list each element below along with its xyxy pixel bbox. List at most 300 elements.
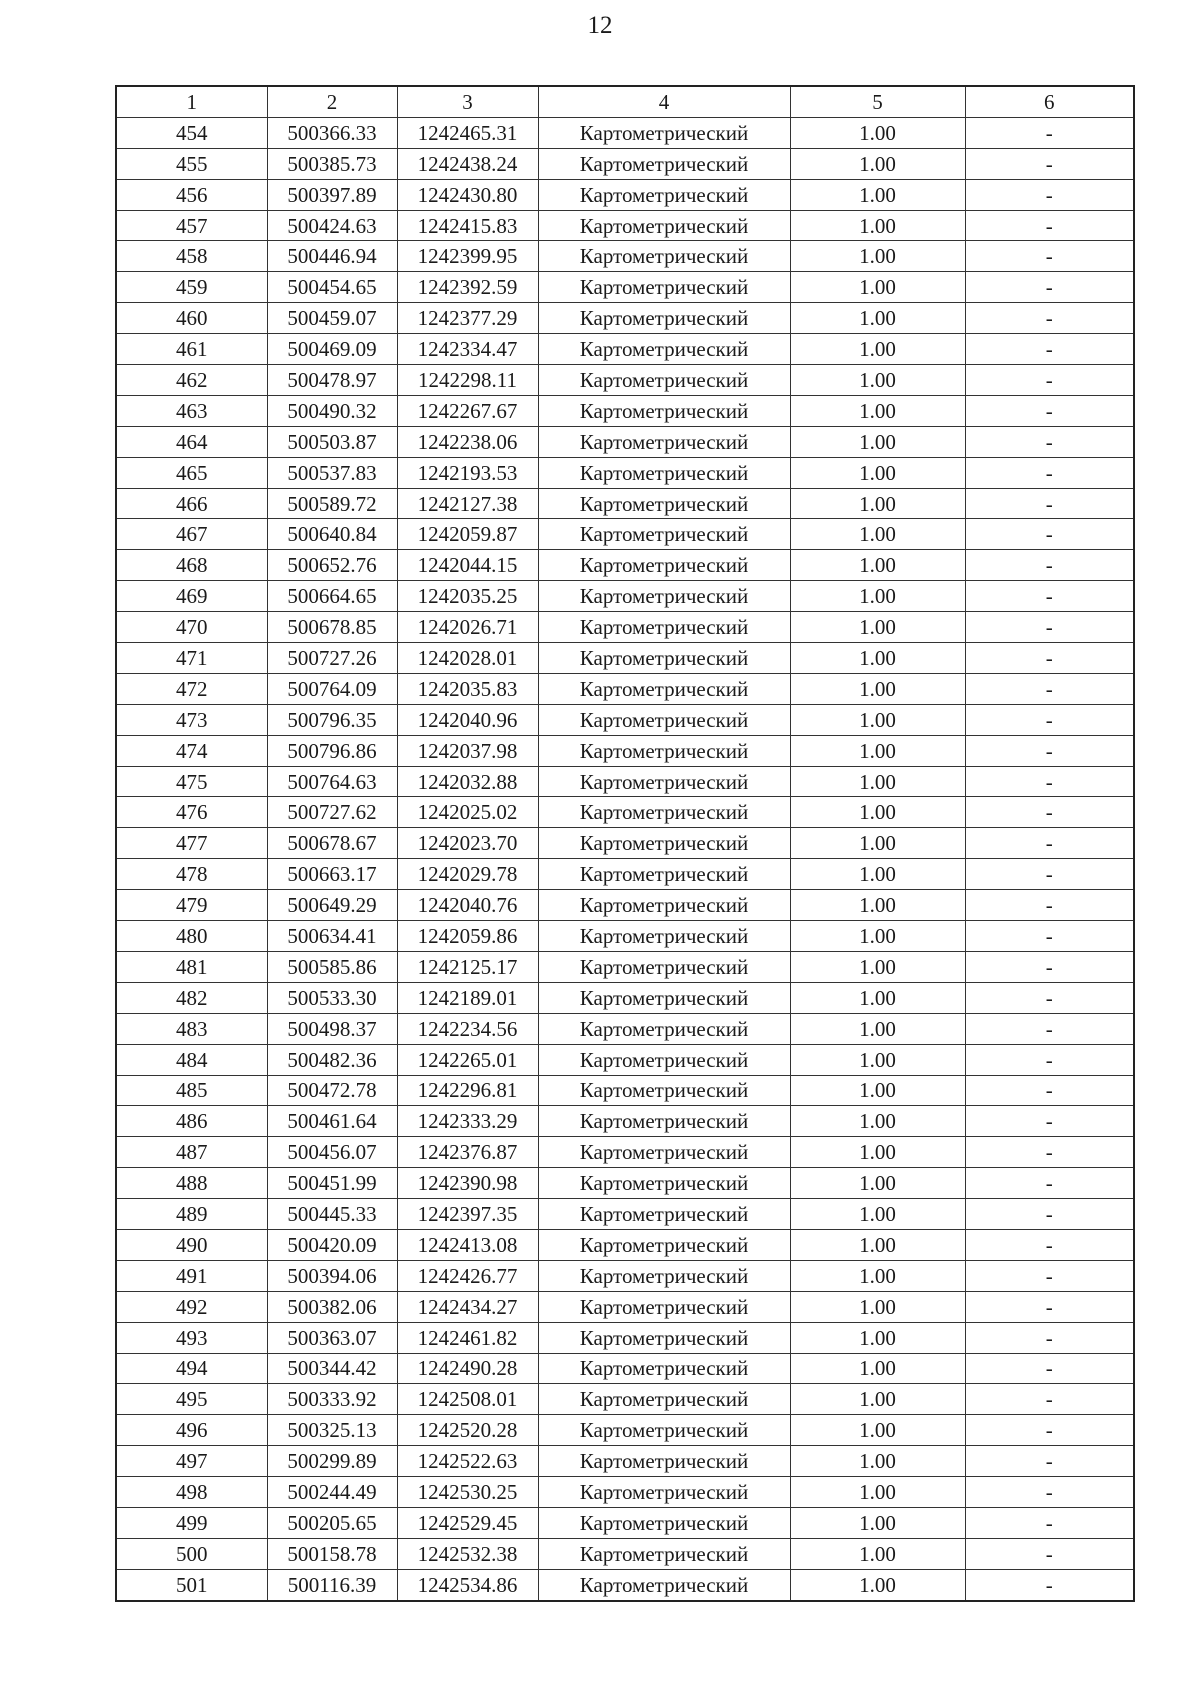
table-row [116,1538,1134,1569]
x-coordinate-cell: 500325.13 [267,1415,397,1446]
table-row [116,1229,1134,1260]
y-coordinate-cell: 1242059.87 [397,519,538,550]
column-header: 3 [397,86,538,117]
x-coordinate-cell: 500634.41 [267,921,397,952]
x-coordinate-cell: 500585.86 [267,951,397,982]
accuracy-cell: 1.00 [790,766,965,797]
table-header-row [116,86,1134,117]
table-row [116,241,1134,272]
y-coordinate-cell: 1242522.63 [397,1446,538,1477]
table-row [116,581,1134,612]
method-cell: Картометрический [538,1075,790,1106]
point-number-cell: 454 [116,117,267,148]
note-cell: - [965,334,1134,365]
method-cell: Картометрический [538,1415,790,1446]
x-coordinate-cell: 500640.84 [267,519,397,550]
y-coordinate-cell: 1242461.82 [397,1322,538,1353]
note-cell: - [965,921,1134,952]
note-cell: - [965,735,1134,766]
note-cell: - [965,890,1134,921]
method-cell: Картометрический [538,704,790,735]
note-cell: - [965,1507,1134,1538]
note-cell: - [965,951,1134,982]
point-number-cell: 477 [116,828,267,859]
point-number-cell: 473 [116,704,267,735]
point-number-cell: 470 [116,612,267,643]
note-cell: - [965,519,1134,550]
table-row [116,210,1134,241]
method-cell: Картометрический [538,395,790,426]
note-cell: - [965,643,1134,674]
y-coordinate-cell: 1242534.86 [397,1569,538,1600]
x-coordinate-cell: 500363.07 [267,1322,397,1353]
table-row [116,334,1134,365]
accuracy-cell: 1.00 [790,581,965,612]
x-coordinate-cell: 500469.09 [267,334,397,365]
note-cell: - [965,1384,1134,1415]
table-row [116,982,1134,1013]
method-cell: Картометрический [538,365,790,396]
y-coordinate-cell: 1242415.83 [397,210,538,241]
accuracy-cell: 1.00 [790,457,965,488]
method-cell: Картометрический [538,1044,790,1075]
x-coordinate-cell: 500299.89 [267,1446,397,1477]
point-number-cell: 467 [116,519,267,550]
point-number-cell: 460 [116,303,267,334]
point-number-cell: 468 [116,550,267,581]
y-coordinate-cell: 1242125.17 [397,951,538,982]
x-coordinate-cell: 500454.65 [267,272,397,303]
method-cell: Картометрический [538,1229,790,1260]
table-row [116,951,1134,982]
coordinates-table [115,85,1135,1602]
method-cell: Картометрический [538,1538,790,1569]
point-number-cell: 478 [116,859,267,890]
table-row [116,303,1134,334]
point-number-cell: 486 [116,1106,267,1137]
method-cell: Картометрический [538,1353,790,1384]
y-coordinate-cell: 1242426.77 [397,1260,538,1291]
method-cell: Картометрический [538,1477,790,1508]
y-coordinate-cell: 1242023.70 [397,828,538,859]
table-row [116,643,1134,674]
x-coordinate-cell: 500533.30 [267,982,397,1013]
accuracy-cell: 1.00 [790,828,965,859]
accuracy-cell: 1.00 [790,395,965,426]
x-coordinate-cell: 500498.37 [267,1013,397,1044]
table-row [116,828,1134,859]
x-coordinate-cell: 500158.78 [267,1538,397,1569]
x-coordinate-cell: 500116.39 [267,1569,397,1600]
note-cell: - [965,148,1134,179]
point-number-cell: 497 [116,1446,267,1477]
table-row [116,1168,1134,1199]
table-row [116,1507,1134,1538]
accuracy-cell: 1.00 [790,1106,965,1137]
table-row [116,1106,1134,1137]
table-row [116,148,1134,179]
table-row [116,550,1134,581]
point-number-cell: 479 [116,890,267,921]
accuracy-cell: 1.00 [790,1322,965,1353]
note-cell: - [965,272,1134,303]
x-coordinate-cell: 500394.06 [267,1260,397,1291]
point-number-cell: 458 [116,241,267,272]
y-coordinate-cell: 1242234.56 [397,1013,538,1044]
y-coordinate-cell: 1242333.29 [397,1106,538,1137]
x-coordinate-cell: 500397.89 [267,179,397,210]
accuracy-cell: 1.00 [790,334,965,365]
table-row [116,673,1134,704]
x-coordinate-cell: 500764.09 [267,673,397,704]
point-number-cell: 498 [116,1477,267,1508]
x-coordinate-cell: 500461.64 [267,1106,397,1137]
table-row [116,1384,1134,1415]
x-coordinate-cell: 500678.85 [267,612,397,643]
x-coordinate-cell: 500537.83 [267,457,397,488]
point-number-cell: 494 [116,1353,267,1384]
y-coordinate-cell: 1242434.27 [397,1291,538,1322]
x-coordinate-cell: 500678.67 [267,828,397,859]
x-coordinate-cell: 500796.35 [267,704,397,735]
accuracy-cell: 1.00 [790,951,965,982]
table-row [116,1569,1134,1600]
table-row [116,1199,1134,1230]
point-number-cell: 461 [116,334,267,365]
point-number-cell: 493 [116,1322,267,1353]
note-cell: - [965,426,1134,457]
point-number-cell: 499 [116,1507,267,1538]
accuracy-cell: 1.00 [790,797,965,828]
x-coordinate-cell: 500727.62 [267,797,397,828]
y-coordinate-cell: 1242265.01 [397,1044,538,1075]
note-cell: - [965,1106,1134,1137]
accuracy-cell: 1.00 [790,1446,965,1477]
table-row [116,1075,1134,1106]
note-cell: - [965,797,1134,828]
point-number-cell: 481 [116,951,267,982]
table-row [116,1291,1134,1322]
note-cell: - [965,1291,1134,1322]
accuracy-cell: 1.00 [790,1137,965,1168]
method-cell: Картометрический [538,457,790,488]
y-coordinate-cell: 1242037.98 [397,735,538,766]
table-row [116,704,1134,735]
method-cell: Картометрический [538,550,790,581]
accuracy-cell: 1.00 [790,365,965,396]
table-row [116,272,1134,303]
method-cell: Картометрический [538,766,790,797]
x-coordinate-cell: 500589.72 [267,488,397,519]
table-row [116,859,1134,890]
y-coordinate-cell: 1242529.45 [397,1507,538,1538]
table-row [116,1260,1134,1291]
method-cell: Картометрический [538,859,790,890]
y-coordinate-cell: 1242413.08 [397,1229,538,1260]
method-cell: Картометрический [538,117,790,148]
column-header: 4 [538,86,790,117]
accuracy-cell: 1.00 [790,1569,965,1600]
accuracy-cell: 1.00 [790,859,965,890]
column-header: 2 [267,86,397,117]
accuracy-cell: 1.00 [790,1353,965,1384]
y-coordinate-cell: 1242040.76 [397,890,538,921]
method-cell: Картометрический [538,1384,790,1415]
note-cell: - [965,457,1134,488]
accuracy-cell: 1.00 [790,982,965,1013]
x-coordinate-cell: 500244.49 [267,1477,397,1508]
x-coordinate-cell: 500649.29 [267,890,397,921]
table-row [116,890,1134,921]
method-cell: Картометрический [538,1260,790,1291]
x-coordinate-cell: 500385.73 [267,148,397,179]
point-number-cell: 495 [116,1384,267,1415]
note-cell: - [965,612,1134,643]
point-number-cell: 488 [116,1168,267,1199]
x-coordinate-cell: 500456.07 [267,1137,397,1168]
y-coordinate-cell: 1242438.24 [397,148,538,179]
point-number-cell: 462 [116,365,267,396]
point-number-cell: 485 [116,1075,267,1106]
method-cell: Картометрический [538,1507,790,1538]
method-cell: Картометрический [538,1137,790,1168]
method-cell: Картометрический [538,643,790,674]
accuracy-cell: 1.00 [790,117,965,148]
point-number-cell: 484 [116,1044,267,1075]
method-cell: Картометрический [538,488,790,519]
table-row [116,1446,1134,1477]
point-number-cell: 489 [116,1199,267,1230]
table-body [116,117,1134,1600]
method-cell: Картометрический [538,426,790,457]
method-cell: Картометрический [538,581,790,612]
method-cell: Картометрический [538,272,790,303]
accuracy-cell: 1.00 [790,643,965,674]
table-row [116,766,1134,797]
point-number-cell: 457 [116,210,267,241]
accuracy-cell: 1.00 [790,210,965,241]
y-coordinate-cell: 1242238.06 [397,426,538,457]
accuracy-cell: 1.00 [790,735,965,766]
point-number-cell: 501 [116,1569,267,1600]
note-cell: - [965,1013,1134,1044]
note-cell: - [965,704,1134,735]
page-number: 12 [587,12,613,39]
point-number-cell: 456 [116,179,267,210]
y-coordinate-cell: 1242530.25 [397,1477,538,1508]
method-cell: Картометрический [538,179,790,210]
method-cell: Картометрический [538,148,790,179]
accuracy-cell: 1.00 [790,612,965,643]
accuracy-cell: 1.00 [790,1538,965,1569]
accuracy-cell: 1.00 [790,1415,965,1446]
accuracy-cell: 1.00 [790,1384,965,1415]
point-number-cell: 492 [116,1291,267,1322]
accuracy-cell: 1.00 [790,673,965,704]
y-coordinate-cell: 1242025.02 [397,797,538,828]
x-coordinate-cell: 500503.87 [267,426,397,457]
x-coordinate-cell: 500663.17 [267,859,397,890]
method-cell: Картометрический [538,1168,790,1199]
note-cell: - [965,1044,1134,1075]
accuracy-cell: 1.00 [790,1168,965,1199]
y-coordinate-cell: 1242032.88 [397,766,538,797]
accuracy-cell: 1.00 [790,426,965,457]
y-coordinate-cell: 1242298.11 [397,365,538,396]
point-number-cell: 475 [116,766,267,797]
note-cell: - [965,982,1134,1013]
x-coordinate-cell: 500490.32 [267,395,397,426]
x-coordinate-cell: 500446.94 [267,241,397,272]
x-coordinate-cell: 500205.65 [267,1507,397,1538]
note-cell: - [965,117,1134,148]
table-row [116,1415,1134,1446]
y-coordinate-cell: 1242532.38 [397,1538,538,1569]
y-coordinate-cell: 1242397.35 [397,1199,538,1230]
accuracy-cell: 1.00 [790,704,965,735]
table-row [116,179,1134,210]
x-coordinate-cell: 500482.36 [267,1044,397,1075]
table-row [116,1353,1134,1384]
y-coordinate-cell: 1242028.01 [397,643,538,674]
accuracy-cell: 1.00 [790,1260,965,1291]
x-coordinate-cell: 500652.76 [267,550,397,581]
note-cell: - [965,1199,1134,1230]
accuracy-cell: 1.00 [790,1199,965,1230]
note-cell: - [965,488,1134,519]
x-coordinate-cell: 500424.63 [267,210,397,241]
table-row [116,1013,1134,1044]
method-cell: Картометрический [538,334,790,365]
point-number-cell: 480 [116,921,267,952]
point-number-cell: 465 [116,457,267,488]
note-cell: - [965,1137,1134,1168]
note-cell: - [965,1229,1134,1260]
note-cell: - [965,1477,1134,1508]
note-cell: - [965,550,1134,581]
point-number-cell: 490 [116,1229,267,1260]
point-number-cell: 463 [116,395,267,426]
method-cell: Картометрический [538,1106,790,1137]
note-cell: - [965,179,1134,210]
accuracy-cell: 1.00 [790,241,965,272]
x-coordinate-cell: 500445.33 [267,1199,397,1230]
method-cell: Картометрический [538,982,790,1013]
point-number-cell: 469 [116,581,267,612]
table-row [116,1477,1134,1508]
column-header: 6 [965,86,1134,117]
point-number-cell: 459 [116,272,267,303]
x-coordinate-cell: 500344.42 [267,1353,397,1384]
method-cell: Картометрический [538,951,790,982]
note-cell: - [965,395,1134,426]
y-coordinate-cell: 1242059.86 [397,921,538,952]
y-coordinate-cell: 1242390.98 [397,1168,538,1199]
note-cell: - [965,673,1134,704]
method-cell: Картометрический [538,210,790,241]
x-coordinate-cell: 500366.33 [267,117,397,148]
accuracy-cell: 1.00 [790,1291,965,1322]
y-coordinate-cell: 1242520.28 [397,1415,538,1446]
table-row [116,735,1134,766]
x-coordinate-cell: 500420.09 [267,1229,397,1260]
note-cell: - [965,1075,1134,1106]
accuracy-cell: 1.00 [790,488,965,519]
table-row [116,1137,1134,1168]
method-cell: Картометрический [538,1199,790,1230]
accuracy-cell: 1.00 [790,303,965,334]
table-row [116,921,1134,952]
point-number-cell: 500 [116,1538,267,1569]
y-coordinate-cell: 1242127.38 [397,488,538,519]
x-coordinate-cell: 500451.99 [267,1168,397,1199]
note-cell: - [965,1168,1134,1199]
point-number-cell: 482 [116,982,267,1013]
note-cell: - [965,859,1134,890]
y-coordinate-cell: 1242044.15 [397,550,538,581]
table-row [116,117,1134,148]
accuracy-cell: 1.00 [790,1044,965,1075]
accuracy-cell: 1.00 [790,272,965,303]
method-cell: Картометрический [538,1569,790,1600]
table-row [116,1044,1134,1075]
y-coordinate-cell: 1242040.96 [397,704,538,735]
point-number-cell: 491 [116,1260,267,1291]
x-coordinate-cell: 500459.07 [267,303,397,334]
point-number-cell: 496 [116,1415,267,1446]
method-cell: Картометрический [538,303,790,334]
table-row [116,1322,1134,1353]
method-cell: Картометрический [538,1446,790,1477]
point-number-cell: 471 [116,643,267,674]
table-row [116,797,1134,828]
note-cell: - [965,210,1134,241]
accuracy-cell: 1.00 [790,1075,965,1106]
point-number-cell: 483 [116,1013,267,1044]
y-coordinate-cell: 1242026.71 [397,612,538,643]
point-number-cell: 466 [116,488,267,519]
table-row [116,519,1134,550]
method-cell: Картометрический [538,241,790,272]
method-cell: Картометрический [538,519,790,550]
x-coordinate-cell: 500764.63 [267,766,397,797]
table-row [116,612,1134,643]
x-coordinate-cell: 500478.97 [267,365,397,396]
note-cell: - [965,365,1134,396]
accuracy-cell: 1.00 [790,1013,965,1044]
accuracy-cell: 1.00 [790,519,965,550]
column-header: 5 [790,86,965,117]
point-number-cell: 474 [116,735,267,766]
x-coordinate-cell: 500796.86 [267,735,397,766]
table-row [116,395,1134,426]
accuracy-cell: 1.00 [790,550,965,581]
method-cell: Картометрический [538,1322,790,1353]
y-coordinate-cell: 1242193.53 [397,457,538,488]
method-cell: Картометрический [538,797,790,828]
x-coordinate-cell: 500472.78 [267,1075,397,1106]
y-coordinate-cell: 1242035.83 [397,673,538,704]
note-cell: - [965,1415,1134,1446]
note-cell: - [965,1260,1134,1291]
accuracy-cell: 1.00 [790,1477,965,1508]
note-cell: - [965,766,1134,797]
note-cell: - [965,303,1134,334]
note-cell: - [965,581,1134,612]
x-coordinate-cell: 500333.92 [267,1384,397,1415]
note-cell: - [965,828,1134,859]
y-coordinate-cell: 1242392.59 [397,272,538,303]
